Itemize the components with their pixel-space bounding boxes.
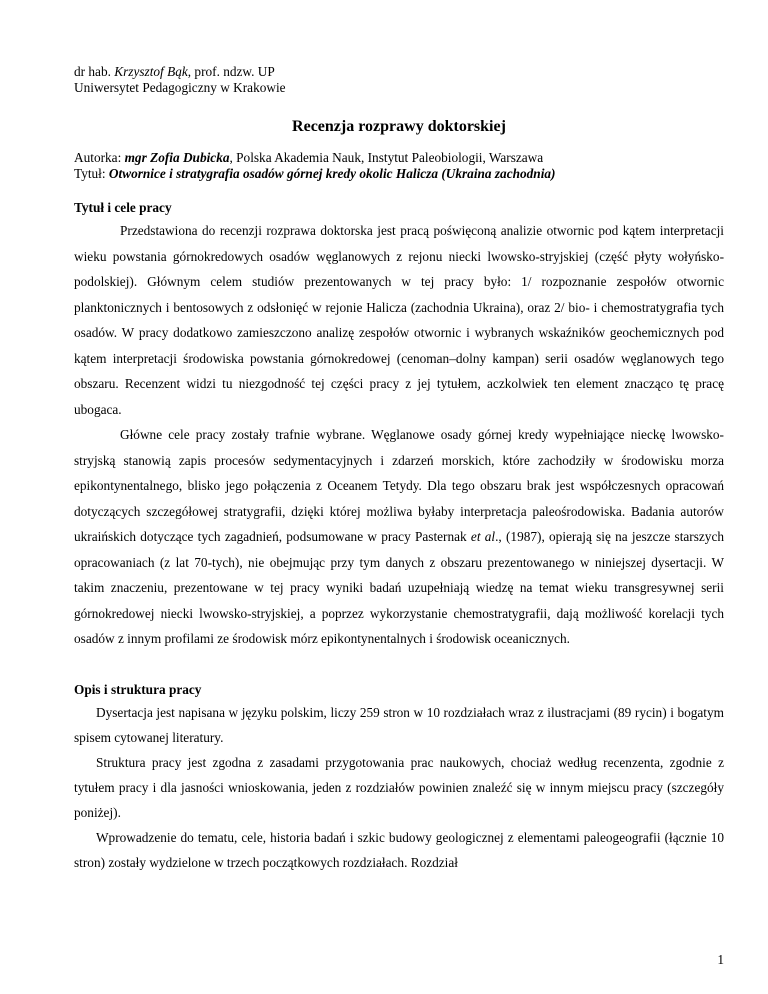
document-page [74,64,724,875]
author-affiliation: , Polska Akademia Nauk, Instytut Paleobiologii, Warszawa [229,150,544,165]
document-title: Recenzja rozprawy doktorskiej [292,118,506,135]
goals-paragraph-2-italic: et al [470,529,496,544]
reviewer-prefix: dr hab. [74,64,115,79]
reviewer-name: Krzysztof Bąk [114,64,188,79]
author-label: Autorka: [74,150,125,165]
structure-paragraph-1: Dysertacja jest napisana w języku polskim, liczy 259 stron w 10 rozdziałach wraz z ilustracjami (89 rycin) i bogatym spisem cytowanej literatury. [74,704,724,745]
section-heading-structure: Opis i struktura pracy [74,681,202,697]
goals-paragraph-2 [74,422,724,652]
reviewer-line [74,64,724,80]
page-number: 1 [717,952,724,967]
thesis-title-label: Tytuł: [74,166,109,181]
structure-paragraph-3: Wprowadzenie do tematu, cele, historia badań i szkic budowy geologicznej z elementami paleogeografii (łącznie 10 stron) zostały wydzielone w trzech początkowych rozdziałach. Rozdział [74,829,724,870]
author-name: mgr Zofia Dubicka [124,150,230,165]
section-heading-goals: Tytuł i cele pracy [74,200,172,215]
thesis-title-line [74,166,724,182]
reviewer-affiliation: Uniwersytet Pedagogiczny w Krakowie [74,80,286,95]
goals-paragraph-2-part2: ., (1987), opierają się na jeszcze starszych opracowaniach (z lat 70-tych), nie obejmując przy tym danych z obszaru prezentowanego w niniejszej dysertacji. W takim znaczeniu, prezentowane w tej pracy wyniki badań uzupełniają wiedzę na temat wieku transgresywnej serii górnokredowej niecki lwowsko-stryjskiej, a poprzez wykorzystanie chemostratygrafii, dają możliwość korelacji tych osadów z innym profilami ze środowisk mórz epikontynentalnych i środowisk oceanicznych. [74,529,725,646]
author-line [74,150,724,166]
goals-paragraph-1: Przedstawiona do recenzji rozprawa doktorska jest pracą poświęconą analizie otwornic pod kątem interpretacji wieku powstania górnokredowych osadów węglanowych z rejonu niecki lwowsko-stryjskiej (część płyty wołyńsko-podolskiej). Głównym celem studiów prezentowanych w tej pracy było: 1/ rozpoznanie zespołów otwornic planktonicznych i bentosowych z odsłonięć w rejonie Halicza (zachodnia Ukraina), oraz 2/ bio- i chemostratygrafia tych osadów. W pracy dodatkowo zamieszczono analizę zespołów otwornic i wybranych wskaźników geochemicznych pod kątem interpretacji środowiska powstania górnokredowej (cenoman–dolny kampan) serii osadów węglanowych tego obszaru. Recenzent widzi tu niezgodność tej części pracy z jej tytułem, aczkolwiek ten element znacząco tę pracę ubogaca. [74,223,724,417]
reviewer-title: , prof. ndzw. UP [187,64,275,79]
goals-paragraph-2-part1: Główne cele pracy zostały trafnie wybrane. Węglanowe osady górnej kredy wypełniające nieckę lwowsko-stryjską stanowią zapis procesów sedymentacyjnych i zdarzeń morskich, które zachodziły w środowisku morza epikontynentalnego, blisko jego połączenia z Oceanem Tetydy. Dla tego obszaru brak jest współczesnych opracowań dotyczących szczegółowej stratygrafii, dzięki której możliwa byłaby interpretacja paleośrodowiska. Badania autorów ukraińskich dotyczące tych zagadnień, podsumowane w pracy Pasternak [74,427,724,544]
structure-paragraph-2: Struktura pracy jest zgodna z zasadami przygotowania prac naukowych, chociaż według recenzenta, zgodnie z tytułem pracy i dla jasności wnioskowania, jeden z rozdziałów powinien znaleźć się w innym miejscu pracy (szczegóły poniżej). [74,754,724,820]
thesis-title: Otwornice i stratygrafia osadów górnej kredy okolic Halicza (Ukraina zachodnia) [108,166,556,181]
